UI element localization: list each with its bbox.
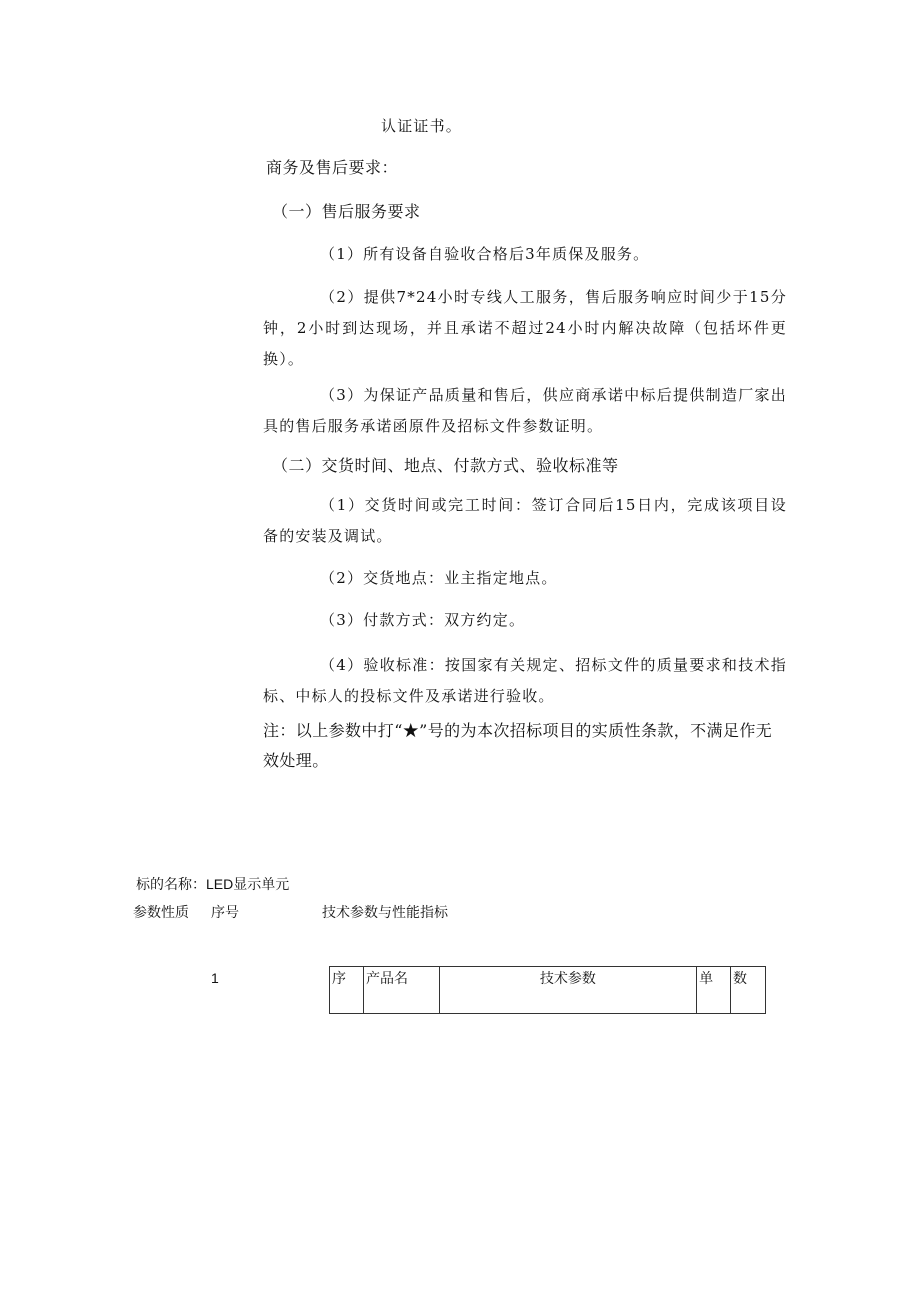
header-seq: 序 [330,967,364,1014]
after-sales-item-2: （2）提供7*24小时专线人工服务，售后服务响应时间少于15分钟，2小时到达现场，并且承诺不超过24小时内解决故障（包括坏件更换）。 [263,288,787,368]
delivery-item-3: （3）付款方式：双方约定。 [320,611,526,629]
delivery-item-4: （4）验收标准：按国家有关规定、招标文件的质量要求和技术指标、中标人的投标文件及承诺进行验收。 [263,656,787,705]
after-sales-item-3: （3）为保证产品质量和售后，供应商承诺中标后提供制造厂家出具的售后服务承诺函原件及招标文件参数证明。 [263,386,787,435]
after-sales-item-1: （1）所有设备自验收合格后3年质保及服务。 [320,245,650,263]
lot-name: 标的名称：LED显示单元 [136,876,290,892]
spec-table [329,966,766,1014]
header-quantity: 数 [731,967,766,1014]
delivery-item-1: （1）交货时间或完工时间：签订合同后15日内，完成该项目设备的安装及调试。 [263,496,787,545]
column-header-spec: 技术参数与性能指标 [322,904,448,920]
business-requirements-title: 商务及售后要求： [266,158,399,177]
delivery-section-title: （二）交货时间、地点、付款方式、验收标准等 [272,456,619,475]
row-number: 1 [211,970,219,986]
substantive-terms-note: 注：以上参数中打“★”号的为本次招标项目的实质性条款，不满足作无效处理。 [263,721,773,770]
delivery-item-2: （2）交货地点：业主指定地点。 [320,569,558,587]
table-header-row [330,967,766,1014]
column-header-seq: 序号 [211,904,239,920]
column-header-nature: 参数性质 [133,904,189,920]
cert-line: 认证证书。 [381,117,463,135]
header-product-name: 产品名 [363,967,439,1014]
header-unit: 单 [697,967,731,1014]
after-sales-section-title: （一）售后服务要求 [272,202,421,221]
header-tech-params: 技术参数 [439,967,696,1014]
